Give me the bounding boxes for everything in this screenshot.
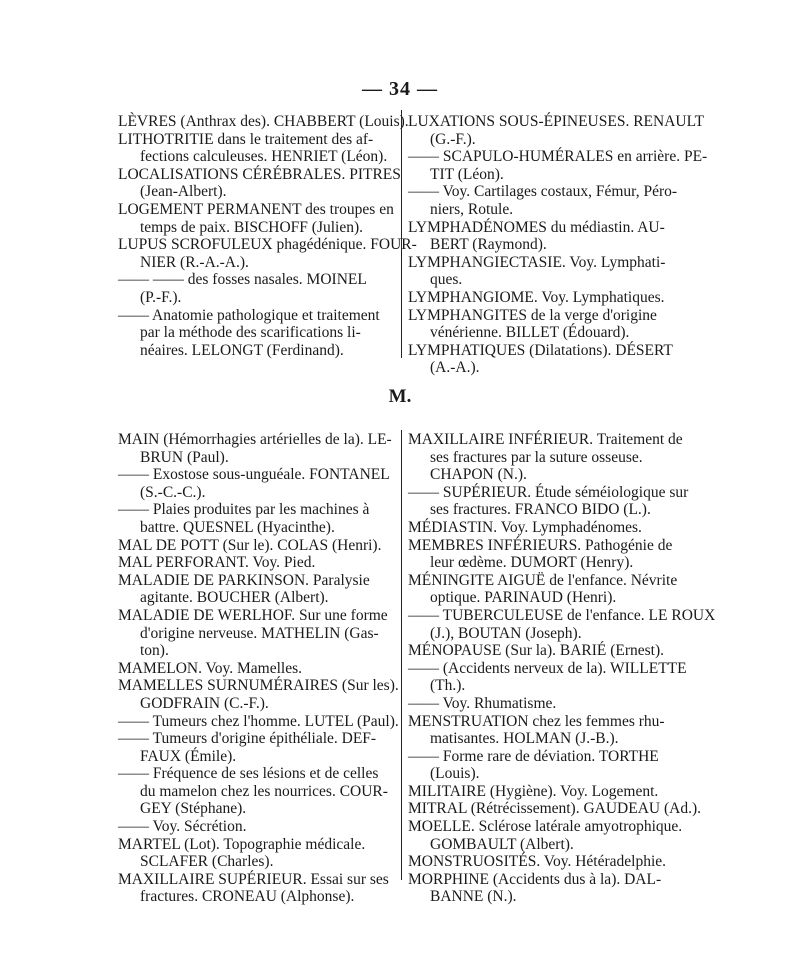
index-entry-line: (Th.).	[430, 677, 466, 695]
index-entry-line: ton).	[140, 642, 169, 660]
index-entry-line: GOMBAULT (Albert).	[430, 835, 574, 853]
index-entry-line: LITHOTRITIE dans le traitement des af-	[118, 130, 374, 148]
index-entry-line: LUXATIONS SOUS-ÉPINEUSES. RENAULT	[408, 113, 705, 130]
index-entry-line: vénérienne. BILLET (Édouard).	[430, 324, 630, 342]
index-entry-line: MÉDIASTIN. Voy. Lymphadénomes.	[408, 518, 642, 536]
index-entry-line: (Jean-Albert).	[140, 183, 227, 201]
index-entry-line: —— —— des fosses nasales. MOINEL	[118, 271, 367, 289]
index-entry-line: LUPUS SCROFULEUX phagédénique. FOUR-	[118, 236, 417, 254]
index-entry-line: ses fractures. FRANCO BIDO (L.).	[430, 501, 651, 519]
index-entry-line: ses fractures par la suture osseuse.	[430, 448, 643, 466]
index-entry-line: —— Tumeurs chez l'homme. LUTEL (Paul).	[118, 712, 399, 730]
index-entry-line: d'origine nerveuse. MATHELIN (Gas-	[140, 624, 379, 642]
index-entry-line: MOELLE. Sclérose latérale amyotrophique.	[408, 818, 683, 836]
index-entry-line: néaires. LELONGT (Ferdinand).	[140, 341, 344, 359]
index-entry-line: niers, Rotule.	[430, 200, 514, 218]
index-entry-line: MALADIE DE WERLHOF. Sur une forme	[118, 606, 388, 624]
index-entry-line: MILITAIRE (Hygiène). Voy. Logement.	[408, 782, 659, 800]
index-entry-line: GEY (Stéphane).	[140, 800, 247, 818]
index-entry-line: (G.-F.).	[430, 130, 476, 148]
column-divider-top	[401, 110, 402, 358]
index-entry-line: LÈVRES (Anthrax des). CHABBERT (Louis).	[118, 113, 409, 130]
index-entry-line: BANNE (N.).	[430, 888, 517, 906]
section-letter: M.	[388, 386, 412, 407]
index-entry-line: —— Exostose sous-unguéale. FONTANEL	[118, 466, 390, 484]
index-entry-line: LOGEMENT PERMANENT des troupes en	[118, 200, 394, 218]
index-entry-line: —— Tumeurs d'origine épithéliale. DEF-	[118, 730, 377, 748]
index-entry-line: agitante. BOUCHER (Albert).	[140, 589, 329, 607]
index-entry-line: —— SCAPULO-HUMÉRALES en arrière. PE-	[408, 148, 708, 166]
index-entry-line: LYMPHANGIECTASIE. Voy. Lymphati-	[408, 253, 666, 271]
index-entry-line: leur œdème. DUMORT (Henry).	[430, 554, 634, 572]
index-entry-line: MÉNOPAUSE (Sur la). BARIÉ (Ernest).	[408, 642, 665, 660]
index-entry-line: MORPHINE (Accidents dus à la). DAL-	[408, 870, 662, 888]
index-entry-line: BERT (Raymond).	[430, 236, 547, 254]
index-entry-line: LYMPHANGITES de la verge d'origine	[408, 306, 657, 324]
index-entry-line: MITRAL (Rétrécissement). GAUDEAU (Ad.).	[408, 800, 701, 818]
index-entry-line: MONSTRUOSITÉS. Voy. Hétéradelphie.	[408, 853, 667, 871]
index-entry-line: LYMPHATIQUES (Dilatations). DÉSERT	[408, 341, 673, 359]
index-entry-line: FAUX (Émile).	[140, 747, 237, 765]
index-entry-line: BRUN (Paul).	[140, 448, 229, 466]
index-entry-line: MÉNINGITE AIGUË de l'enfance. Névrite	[408, 571, 678, 589]
index-entry-line: du mamelon chez les nourrices. COUR-	[140, 782, 388, 800]
index-entry-line: LYMPHANGIOME. Voy. Lymphatiques.	[408, 288, 665, 306]
index-entry-line: MAXILLAIRE SUPÉRIEUR. Essai sur ses	[118, 870, 389, 888]
index-entry-line: MAXILLAIRE INFÉRIEUR. Traitement de	[408, 431, 683, 448]
index-entry-line: MAMELLES SURNUMÉRAIRES (Sur les).	[118, 677, 399, 695]
index-column-top-left	[118, 113, 417, 359]
index-entry-line: —— SUPÉRIEUR. Étude séméiologique sur	[408, 483, 689, 501]
index-entry-line: (P.-F.).	[140, 288, 182, 306]
index-entry-line: MAL DE POTT (Sur le). COLAS (Henri).	[118, 536, 382, 554]
index-entry-line: MAMELON. Voy. Mamelles.	[118, 659, 302, 677]
index-entry-line: —— (Accidents nerveux de la). WILLETTE	[408, 659, 687, 677]
page-number: — 34 —	[362, 78, 438, 100]
index-entry-line: (Louis).	[430, 765, 480, 783]
column-divider-bottom	[401, 430, 402, 880]
index-entry-line: TIT (Léon).	[430, 165, 504, 183]
index-entry-line: fractures. CRONEAU (Alphonse).	[140, 888, 355, 906]
index-entry-line: —— Voy. Cartilages costaux, Fémur, Péro-	[408, 183, 678, 201]
index-entry-line: LOCALISATIONS CÉRÉBRALES. PITRES	[118, 165, 401, 183]
index-entry-line: SCLAFER (Charles).	[140, 853, 274, 871]
index-entry-line: CHAPON (N.).	[430, 466, 527, 484]
index-entry-line: par la méthode des scarifications li-	[140, 324, 361, 342]
index-entry-line: temps de paix. BISCHOFF (Julien).	[140, 218, 364, 236]
index-entry-line: —— TUBERCULEUSE de l'enfance. LE ROUX	[408, 606, 716, 624]
index-entry-line: battre. QUESNEL (Hyacinthe).	[140, 518, 335, 536]
index-entry-line: MENSTRUATION chez les femmes rhu-	[408, 712, 665, 730]
index-entry-line: MAL PERFORANT. Voy. Pied.	[118, 554, 316, 572]
index-entry-line: optique. PARINAUD (Henri).	[430, 589, 617, 607]
index-entry-line: —— Voy. Sécrétion.	[118, 818, 247, 836]
index-entry-line: matisantes. HOLMAN (J.-B.).	[430, 730, 619, 748]
index-entry-line: MALADIE DE PARKINSON. Paralysie	[118, 571, 370, 589]
index-entry-line: GODFRAIN (C.-F.).	[140, 694, 269, 712]
index-entry-line: MAIN (Hémorrhagies artérielles de la). LE-	[118, 431, 392, 448]
index-entry-line: (J.), BOUTAN (Joseph).	[430, 624, 582, 642]
index-entry-line: MARTEL (Lot). Topographie médicale.	[118, 835, 366, 853]
index-entry-line: MEMBRES INFÉRIEURS. Pathogénie de	[408, 536, 673, 554]
index-entry-line: —— Forme rare de déviation. TORTHE	[408, 747, 659, 765]
index-entry-line: ques.	[430, 271, 463, 289]
index-entry-line: fections calculeuses. HENRIET (Léon).	[140, 148, 388, 166]
index-entry-line: —— Plaies produites par les machines à	[118, 501, 370, 519]
index-entry-line: NIER (R.-A.-A.).	[140, 253, 249, 271]
index-column-top-right	[408, 113, 708, 377]
index-column-bottom-left	[118, 431, 399, 906]
index-entry-line: (S.-C.-C.).	[140, 483, 206, 501]
index-column-bottom-right	[408, 431, 716, 906]
index-entry-line: —— Fréquence de ses lésions et de celles	[118, 765, 379, 783]
index-entry-line: LYMPHADÉNOMES du médiastin. AU-	[408, 218, 665, 236]
index-entry-line: —— Voy. Rhumatisme.	[408, 694, 557, 712]
index-entry-line: (A.-A.).	[430, 359, 480, 377]
index-entry-line: —— Anatomie pathologique et traitement	[118, 306, 380, 324]
